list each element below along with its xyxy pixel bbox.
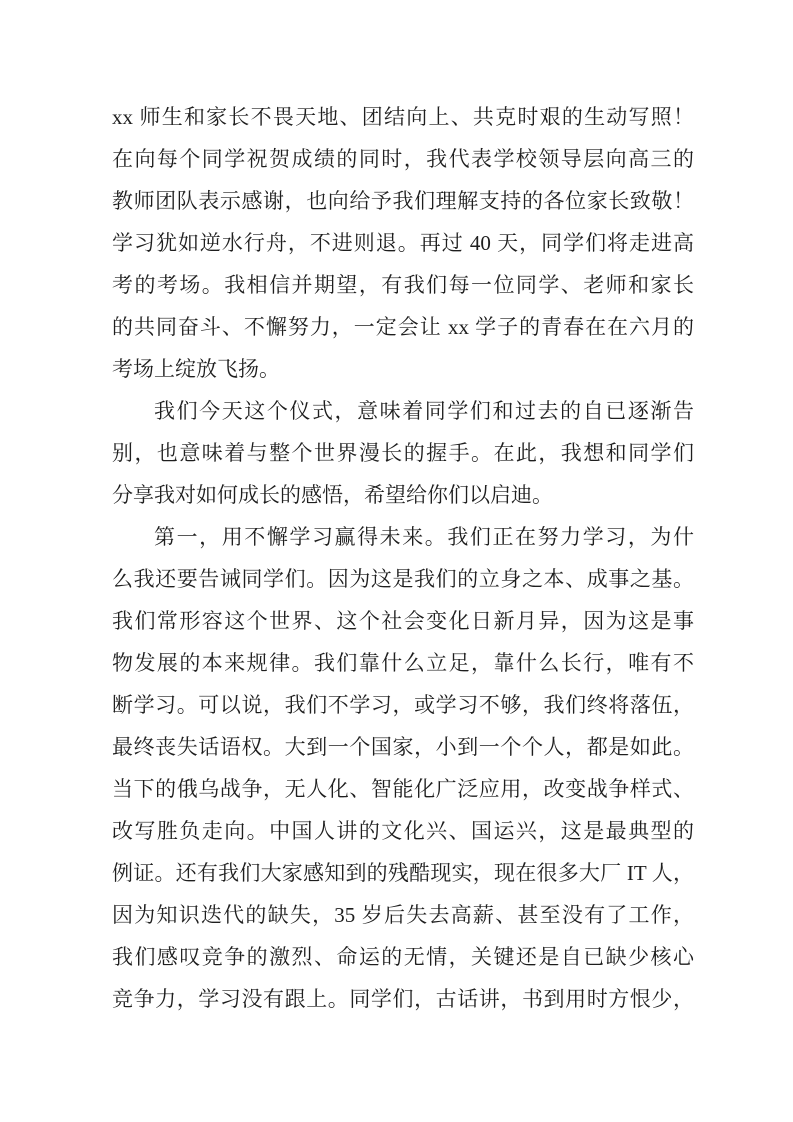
text-line: 考的考场。我相信并期望，有我们每一位同学、老师和家长 [112, 273, 694, 297]
text-line: 考场上绽放飞扬。 [112, 357, 280, 381]
text-line: 学习犹如逆水行舟，不进则退。再过 40 天，同学们将走进高 [112, 231, 694, 255]
text-line: 因为知识迭代的缺失，35 岁后失去高薪、甚至没有了工作， [112, 903, 694, 927]
text-line: 我们今天这个仪式，意味着同学们和过去的自已逐渐告 [154, 399, 694, 423]
text-line: 的共同奋斗、不懈努力，一定会让 xx 学子的青春在在六月的 [112, 315, 694, 339]
text-line: 分享我对如何成长的感悟，希望给你们以启迪。 [112, 483, 553, 507]
text-line: 我们常形容这个世界、这个社会变化日新月异，因为这是事 [112, 609, 694, 633]
text-line: 我们感叹竞争的激烈、命运的无情，关键还是自已缺少核心 [112, 945, 694, 969]
paragraph [112, 516, 694, 1020]
document-body [112, 96, 694, 1020]
paragraph [112, 96, 694, 390]
text-line: 物发展的本来规律。我们靠什么立足，靠什么长行，唯有不 [112, 651, 694, 675]
text-line: 竞争力，学习没有跟上。同学们，古话讲，书到用时方恨少， [112, 987, 694, 1011]
text-line: 在向每个同学祝贺成绩的同时，我代表学校领导层向高三的 [112, 147, 694, 171]
text-line: xx 师生和家长不畏天地、团结向上、共克时艰的生动写照！ [112, 105, 694, 129]
text-line: 么我还要告诫同学们。因为这是我们的立身之本、成事之基。 [112, 567, 694, 591]
text-line: 断学习。可以说，我们不学习，或学习不够，我们终将落伍， [112, 693, 694, 717]
text-line: 别，也意味着与整个世界漫长的握手。在此，我想和同学们 [112, 441, 694, 465]
text-line: 例证。还有我们大家感知到的残酷现实，现在很多大厂 IT 人， [112, 861, 694, 885]
text-line: 改写胜负走向。中国人讲的文化兴、国运兴，这是最典型的 [112, 819, 694, 843]
text-line: 第一，用不懈学习赢得未来。我们正在努力学习，为什 [154, 525, 694, 549]
text-line: 最终丧失话语权。大到一个国家，小到一个个人，都是如此。 [112, 735, 694, 759]
text-line: 当下的俄乌战争，无人化、智能化广泛应用，改变战争样式、 [112, 777, 694, 801]
text-line: 教师团队表示感谢，也向给予我们理解支持的各位家长致敬！ [112, 189, 694, 213]
paragraph [112, 390, 694, 516]
